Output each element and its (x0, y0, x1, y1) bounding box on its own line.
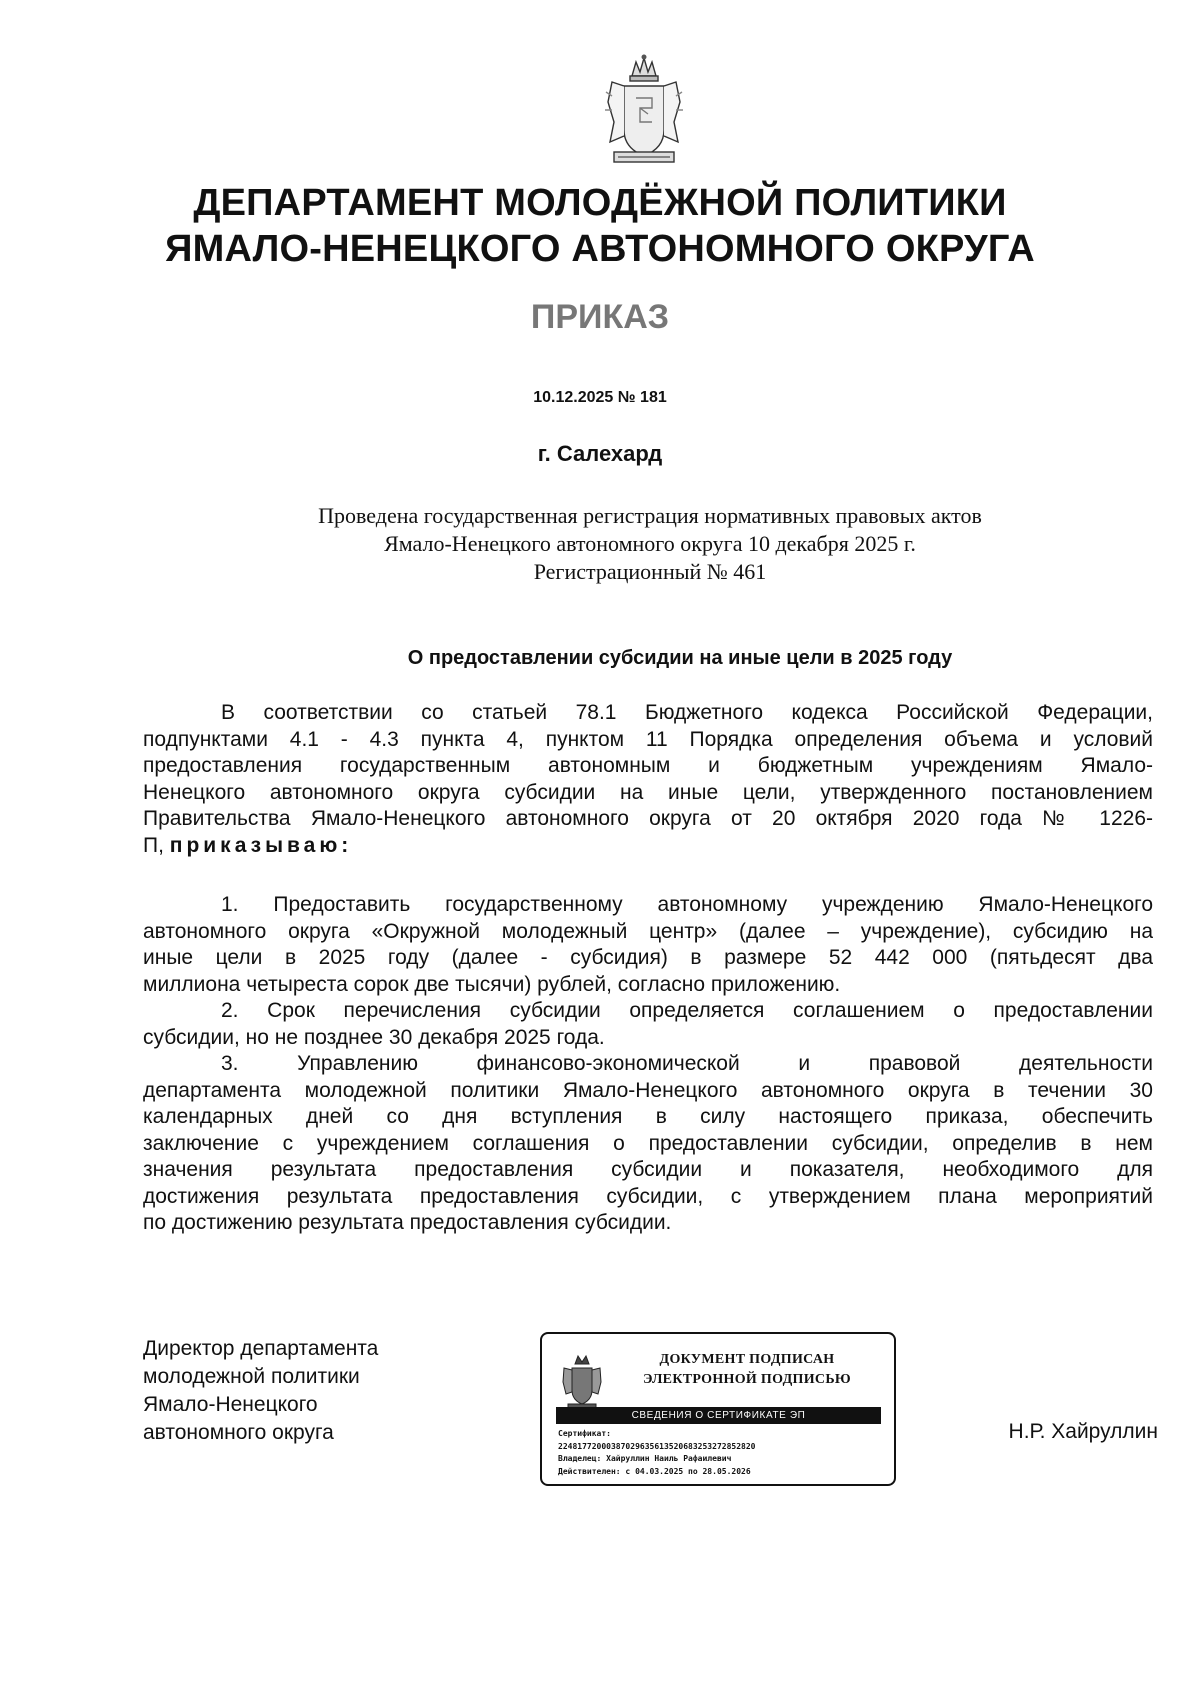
registration-note (0, 502, 1200, 586)
point-1-line: 1. Предоставить государственному автономному учреждению Ямало-Ненецкого (221, 893, 1153, 916)
registration-line: Ямало-Ненецкого автономного округа 10 декабря 2025 г. (384, 531, 916, 556)
document-type-title: ПРИКАЗ (530, 298, 670, 336)
department-title-line1: ДЕПАРТАМЕНТ МОЛОДЁЖНОЙ ПОЛИТИКИ (193, 182, 1007, 224)
point-3-line: по достижению результата предоставления субсидии. (143, 1211, 672, 1234)
signer-position-line: Ямало-Ненецкого (143, 1393, 318, 1416)
stamp-title (612, 1350, 882, 1390)
point-3-line: значения результата предоставления субсидии и показателя, необходимого для (143, 1158, 1153, 1181)
electronic-signature-stamp (540, 1332, 896, 1486)
order-date-number: 10.12.2025 № 181 (533, 389, 667, 406)
point-1-line: миллиона четыреста сорок две тысячи) рублей, согласно приложению. (143, 972, 841, 996)
text-line (143, 833, 1153, 860)
point-2-line: субсидии, но не позднее 30 декабря 2025 года. (143, 1025, 605, 1049)
order-subject: О предоставлении субсидии на иные цели в 2025 году (407, 647, 953, 669)
certificate-owner: Владелец: Хайруллин Наиль Рафаилевич (558, 1454, 732, 1463)
text-line: предоставления государственным автономным и бюджетным учреждениям Ямало- (143, 754, 1153, 777)
signer-position-line: автономного округа (143, 1421, 334, 1444)
point-3-line: календарных дней со дня вступления в силу настоящего приказа, обеспечить (143, 1105, 1153, 1128)
signer-position-line: молодежной политики (143, 1365, 360, 1388)
stamp-title-line: ЭЛЕКТРОННОЙ ПОДПИСЬЮ (643, 1372, 851, 1387)
text-line: Ненецкого автономного округа субсидии на иные цели, утвержденного постановлением (143, 780, 1153, 804)
text-line: Правительства Ямало-Ненецкого автономного округа от 20 октября 2020 года № 1226- (143, 807, 1153, 830)
point-3-line: 3. Управлению финансово-экономической и правовой деятельности (221, 1052, 1153, 1075)
signer-position (143, 1335, 378, 1447)
decree-number-suffix: П, (143, 833, 170, 857)
text-line: подпунктами 4.1 - 4.3 пункта 4, пунктом 11 Порядка определения объема и условий (143, 727, 1153, 751)
point-3-line: достижения результата предоставления субсидии, с утверждением плана мероприятий (143, 1184, 1153, 1208)
order-word: приказываю: (169, 833, 353, 857)
point-3-line: заключение с учреждением соглашения о предоставлении субсидии, определив в нем (143, 1131, 1153, 1155)
text-line: В соответствии со статьей 78.1 Бюджетного кодекса Российской Федерации, (221, 701, 1153, 724)
certificate-number: 22481772000387029635613520683253272852820 (558, 1441, 756, 1451)
coat-of-arms-emblem (602, 52, 686, 170)
stamp-emblem-icon (560, 1352, 604, 1410)
preamble-paragraph (143, 700, 1153, 859)
point-1-line: иные цели в 2025 году (далее - субсидия) в размере 52 442 000 (пятьдесят два (143, 946, 1153, 969)
registration-line: Проведена государственная регистрация нормативных правовых актов (318, 503, 982, 528)
point-1-line: автономного округа «Окружной молодежный центр» (далее – учреждение), субсидию на (143, 919, 1153, 943)
stamp-certificate-details (558, 1428, 883, 1478)
stamp-title-line: ДОКУМЕНТ ПОДПИСАН (659, 1352, 835, 1367)
signer-position-line: Директор департамента (143, 1337, 379, 1360)
certificate-validity: Действителен: с 04.03.2025 по 28.05.2026 (558, 1466, 751, 1476)
order-city: г. Салехард (537, 441, 663, 466)
stamp-certificate-header: СВЕДЕНИЯ О СЕРТИФИКАТЕ ЭП (556, 1407, 881, 1424)
signer-name: Н.Р. Хайруллин (1008, 1420, 1158, 1443)
order-points (143, 892, 1153, 1237)
department-title-line2: ЯМАЛО-НЕНЕЦКОГО АВТОНОМНОГО ОКРУГА (165, 228, 1035, 270)
point-3-line: департамента молодежной политики Ямало-Ненецкого автономного округа в течении 30 (143, 1078, 1153, 1102)
registration-line: Регистрационный № 461 (533, 559, 767, 584)
point-2-line: 2. Срок перечисления субсидии определяется соглашением о предоставлении (221, 999, 1153, 1022)
certificate-label: Сертификат: (558, 1429, 611, 1438)
